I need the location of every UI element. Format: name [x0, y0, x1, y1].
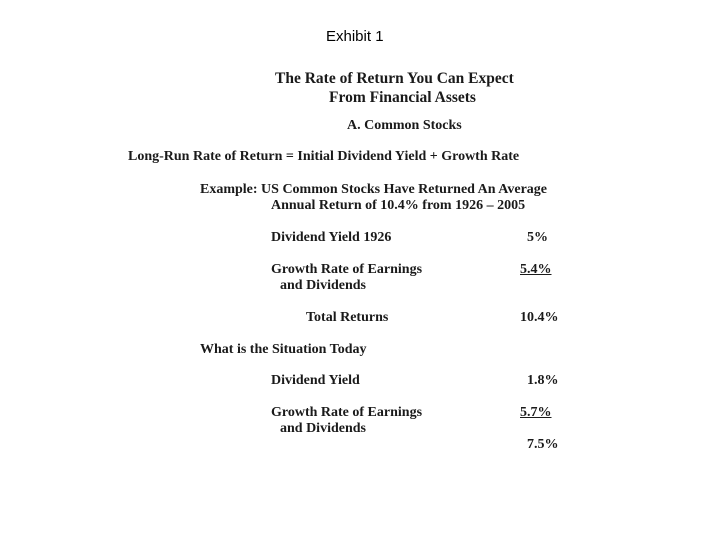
exhibit-label: Exhibit 1	[326, 28, 384, 45]
hist-growth-label-2: and Dividends	[280, 278, 366, 293]
hist-dividend-value: 5%	[527, 230, 548, 245]
example-line-1: Example: US Common Stocks Have Returned An Average	[200, 182, 548, 197]
section-heading-common-stocks: A. Common Stocks	[347, 118, 462, 133]
today-total-value: 7.5%	[527, 437, 559, 452]
hist-growth-value: 5.4%	[520, 262, 552, 277]
hist-growth-label-1: Growth Rate of Earnings	[271, 262, 423, 277]
title-line-2: From Financial Assets	[329, 89, 476, 106]
hist-total-label: Total Returns	[306, 310, 389, 325]
hist-total-value: 10.4%	[520, 310, 559, 325]
return-formula: Long-Run Rate of Return = Initial Dividend Yield + Growth Rate	[128, 149, 520, 164]
title-line-1: The Rate of Return You Can Expect	[275, 70, 514, 87]
today-growth-label-2: and Dividends	[280, 421, 366, 436]
today-dividend-label: Dividend Yield	[271, 373, 360, 388]
today-heading: What is the Situation Today	[200, 342, 367, 357]
today-dividend-value: 1.8%	[527, 373, 559, 388]
hist-dividend-label: Dividend Yield 1926	[271, 230, 392, 245]
today-growth-value: 5.7%	[520, 405, 552, 420]
today-growth-label-1: Growth Rate of Earnings	[271, 405, 423, 420]
example-line-2: Annual Return of 10.4% from 1926 – 2005	[271, 198, 526, 213]
